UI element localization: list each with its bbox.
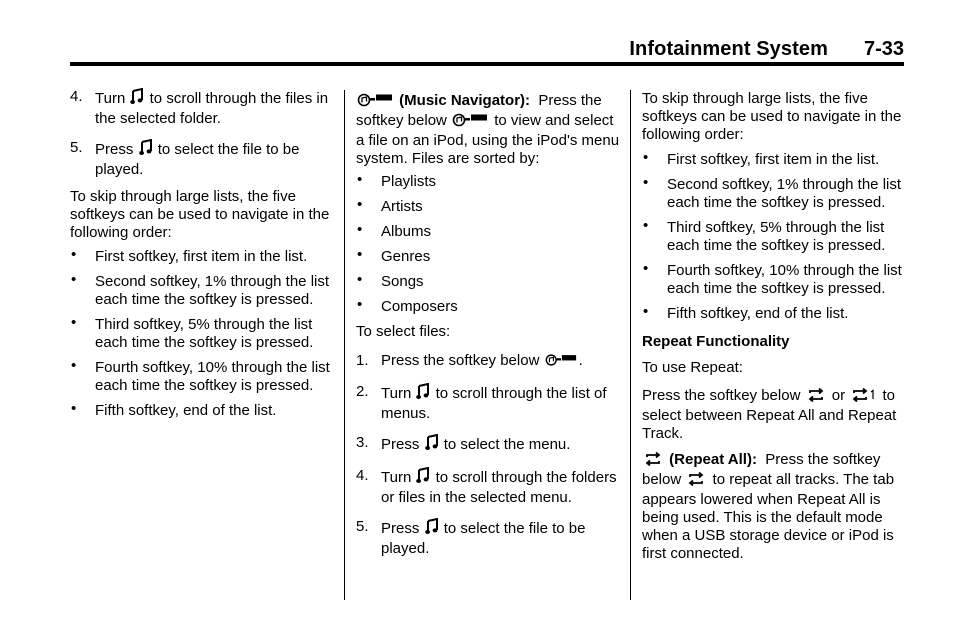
step-text-b: to scroll through the files in the selected folder. — [95, 90, 329, 127]
column-divider-1 — [344, 90, 345, 600]
bullet-icon: • — [71, 271, 77, 288]
bullet-item — [642, 151, 908, 169]
bullet-icon: • — [357, 296, 363, 313]
step-text-a: Turn — [381, 385, 412, 402]
bullet-text: Second softkey, 1% through the list each time the softkey is pressed. — [95, 273, 330, 308]
skip-intro: To skip through large lists, the five softkeys can be used to navigate in the following order: — [642, 90, 902, 143]
music-note-knob-icon — [425, 518, 438, 540]
repeat-press-a: Press the softkey below — [642, 387, 801, 404]
bullet-item — [70, 248, 334, 266]
step-4 — [356, 467, 622, 507]
bullet-item — [70, 273, 334, 309]
bullet-text: Composers — [381, 298, 458, 315]
bullet-icon: • — [643, 303, 649, 320]
skip-intro: To skip through large lists, the five softkeys can be used to navigate in the following order: — [70, 188, 330, 241]
step-number: 4. — [356, 467, 369, 484]
select-intro: To select files: — [356, 323, 451, 340]
repeat-all-icon — [806, 388, 826, 407]
bullet-text: Second softkey, 1% through the list each time the softkey is pressed. — [667, 176, 902, 211]
column-2 — [356, 92, 622, 565]
bullet-icon: • — [643, 217, 649, 234]
step-text-a: Press — [381, 520, 420, 537]
page-number: 7-33 — [863, 38, 904, 60]
music-navigator-icon — [545, 353, 577, 372]
repeat-all-b: to repeat all tracks. The tab appears lowered when Repeat All is being used. This is the default mode when a USB storage device or iPod is first connected. — [642, 471, 895, 562]
repeat-all-a: Press the softkey below — [642, 451, 881, 488]
column-1 — [70, 88, 334, 427]
bullet-item — [70, 359, 334, 395]
repeat-press-para — [642, 387, 908, 443]
bullet-text: Genres — [381, 248, 431, 265]
step-5 — [70, 139, 334, 179]
header-rule — [70, 62, 904, 66]
bullet-text: Playlists — [381, 173, 437, 190]
bullet-item — [70, 402, 334, 420]
step-text-b: to select the file to be played. — [95, 141, 300, 178]
bullet-icon: • — [71, 357, 77, 374]
bullet-text: Songs — [381, 273, 424, 290]
step-4 — [70, 88, 334, 128]
section-title: Infotainment System — [629, 38, 828, 60]
nav-text-a: Press the softkey below — [356, 92, 602, 129]
step-text-b: to scroll through the list of menus. — [381, 385, 607, 422]
repeat-one-icon — [850, 388, 876, 407]
music-note-knob-icon — [425, 434, 438, 456]
page-header — [0, 0, 954, 64]
step-text-a: Turn — [95, 90, 126, 107]
bullet-icon: • — [357, 246, 363, 263]
bullet-text: Fourth softkey, 10% through the list each time the softkey is pressed. — [667, 262, 902, 297]
step-2 — [356, 383, 622, 423]
music-navigator-icon — [357, 93, 393, 112]
bullet-text: First softkey, first item in the list. — [95, 248, 308, 265]
column-3 — [642, 90, 908, 570]
step-number: 5. — [356, 518, 369, 535]
step-number: 1. — [356, 352, 369, 369]
music-note-knob-icon — [416, 467, 429, 489]
repeat-all-label: (Repeat All): — [669, 451, 757, 468]
column-divider-2 — [630, 90, 631, 600]
step-number: 5. — [70, 139, 83, 156]
music-note-knob-icon — [130, 88, 143, 110]
bullet-text: First softkey, first item in the list. — [667, 151, 880, 168]
repeat-press-or: or — [831, 387, 846, 404]
step-text-b: to select the menu. — [443, 436, 571, 453]
bullet-icon: • — [357, 221, 363, 238]
bullet-text: Third softkey, 5% through the list each time the softkey is pressed. — [667, 219, 886, 254]
step-number: 2. — [356, 383, 369, 400]
bullet-item — [356, 248, 622, 266]
bullet-text: Albums — [381, 223, 432, 240]
repeat-all-icon — [686, 472, 706, 491]
bullet-item — [642, 219, 908, 255]
bullet-item — [642, 305, 908, 323]
nav-text-b: to view and select a file on an iPod, using the iPod's menu system. Files are sorted by: — [356, 112, 620, 167]
bullet-text: Fifth softkey, end of the list. — [95, 402, 277, 419]
music-navigator-para — [356, 92, 622, 168]
bullet-item — [642, 262, 908, 298]
bullet-icon: • — [71, 400, 77, 417]
bullet-icon: • — [357, 271, 363, 288]
step-1 — [356, 352, 622, 372]
bullet-text: Fourth softkey, 10% through the list each time the softkey is pressed. — [95, 359, 330, 394]
repeat-all-para — [642, 451, 908, 563]
step-text-a: Turn — [381, 469, 412, 486]
bullet-icon: • — [643, 174, 649, 191]
step-number: 4. — [70, 88, 83, 105]
bullet-icon: • — [71, 314, 77, 331]
music-note-knob-icon — [139, 139, 152, 161]
bullet-item — [356, 198, 622, 216]
step-text-a: Press the softkey below — [381, 352, 540, 369]
bullet-text: Fifth softkey, end of the list. — [667, 305, 849, 322]
step-3 — [356, 434, 622, 456]
bullet-icon: • — [357, 171, 363, 188]
bullet-item — [356, 298, 622, 316]
bullet-text: Artists — [381, 198, 423, 215]
step-text-b: . — [578, 352, 583, 369]
bullet-icon: • — [357, 196, 363, 213]
repeat-use: To use Repeat: — [642, 359, 743, 376]
bullet-text: Third softkey, 5% through the list each time the softkey is pressed. — [95, 316, 314, 351]
step-text-b: to scroll through the folders or files in the selected menu. — [381, 469, 617, 506]
step-number: 3. — [356, 434, 369, 451]
music-navigator-icon — [452, 113, 488, 132]
repeat-all-icon — [643, 452, 663, 471]
bullet-item — [70, 316, 334, 352]
bullet-item — [356, 273, 622, 291]
bullet-icon: • — [71, 246, 77, 263]
step-5 — [356, 518, 622, 558]
step-text-a: Press — [95, 141, 134, 158]
bullet-item — [356, 223, 622, 241]
repeat-press-b: to select between Repeat All and Repeat Track. — [642, 387, 897, 442]
repeat-heading: Repeat Functionality — [642, 333, 790, 350]
music-note-knob-icon — [416, 383, 429, 405]
step-text-a: Press — [381, 436, 420, 453]
bullet-item — [356, 173, 622, 191]
bullet-icon: • — [643, 260, 649, 277]
music-navigator-label: (Music Navigator): — [399, 92, 531, 109]
step-text-b: to select the file to be played. — [381, 520, 586, 557]
bullet-item — [642, 176, 908, 212]
bullet-icon: • — [643, 149, 649, 166]
